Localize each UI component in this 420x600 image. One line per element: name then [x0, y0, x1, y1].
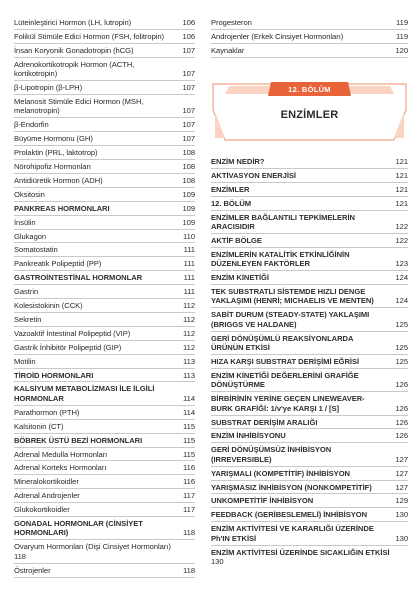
toc-entry-title: ENZİMLER BAĞLANTILI TEPKİMELERİN ARACISIDIR [211, 212, 355, 232]
toc-entry[interactable] [14, 327, 195, 341]
toc-entry-page: 127 [395, 482, 408, 492]
toc-entry-title: ENZİM AKTİVİTESİ VE KARARLIĞI ÜZERİNDE Ph'IN ETKİSİ [211, 524, 374, 543]
toc-section-heading[interactable] [211, 355, 408, 369]
toc-entry-title: ENZİM KİNETİĞİ [211, 273, 269, 283]
toc-entry-page: 125 [395, 343, 408, 353]
toc-entry[interactable] [14, 448, 195, 462]
toc-entry-page: 121 [395, 184, 408, 194]
toc-section-heading[interactable] [211, 369, 408, 392]
toc-section-heading[interactable] [211, 392, 408, 415]
toc-entry-page: 106 [182, 18, 195, 27]
toc-entry-page: 114 [183, 393, 195, 403]
toc-entry-title: GERİ DÖNÜŞÜMLÜ REAKSİYONLARDA ÜRÜNÜN ETKİSİ [211, 333, 354, 353]
toc-entry[interactable] [14, 564, 195, 578]
toc-entry-title: Glukagon [14, 231, 47, 241]
toc-entry-page: 122 [395, 222, 408, 232]
toc-section-heading[interactable] [14, 382, 195, 405]
toc-entry-title: Gastrin [14, 287, 39, 297]
toc-entry-title: Ovaryum Hormonları (Dişi Cinsiyet Hormonları) [14, 542, 171, 552]
toc-entry-page: 112 [183, 328, 195, 338]
toc-entry[interactable] [14, 16, 195, 30]
toc-section-heading[interactable] [211, 522, 408, 545]
toc-entry[interactable] [14, 174, 195, 188]
toc-entry-page: 130 [211, 557, 224, 566]
toc-entry-title: SABİT DURUM (STEADY-STATE) YAKLAŞIMI (BRIGGS VE HALDANE) [211, 310, 370, 329]
toc-section-heading[interactable] [14, 369, 195, 383]
toc-entry[interactable] [14, 257, 195, 271]
toc-section-heading[interactable] [211, 234, 408, 248]
toc-entry-title: ENZİM İNHİBİSYONU [211, 431, 286, 441]
toc-entry-title: Büyüme Hormonu (GH) [14, 134, 93, 144]
toc-entry-page: 106 [182, 31, 195, 41]
toc-entry-page: 107 [182, 45, 195, 55]
toc-entry-page: 111 [183, 287, 195, 297]
toc-entry[interactable] [14, 216, 195, 230]
toc-entry-title: Adrenal Androjenler [14, 491, 80, 501]
toc-entry[interactable] [14, 503, 195, 517]
toc-section-heading[interactable] [14, 271, 195, 285]
toc-entry-page: 107 [182, 120, 195, 130]
toc-entry-page: 116 [183, 463, 195, 473]
toc-entry-title: Vazoaktif İntestinal Polipeptid (VIP) [14, 328, 131, 338]
toc-entry[interactable] [14, 95, 195, 118]
toc-entry-page: 113 [183, 370, 195, 380]
toc-entry-page: 122 [395, 235, 408, 245]
toc-section-heading[interactable] [211, 467, 408, 481]
toc-entry-page: 112 [183, 314, 195, 324]
toc-entry-title: İnsan Koryonik Gonadotropin (hCG) [14, 45, 134, 55]
toc-entry-page: 112 [183, 301, 195, 311]
toc-entry-title: Prolaktin (PRL, laktotrop) [14, 148, 98, 158]
toc-entry-title: Kolesistokinin (CCK) [14, 301, 83, 311]
toc-entry[interactable] [14, 313, 195, 327]
toc-section-heading[interactable] [211, 197, 408, 211]
toc-section-heading[interactable] [211, 183, 408, 197]
toc-entry[interactable] [14, 341, 195, 355]
toc-entry-title: Adrenokortikotropik Hormon (ACTH, kortikotropin) [14, 59, 135, 79]
toc-entry[interactable] [14, 188, 195, 202]
toc-entry-title: Parathormon (PTH) [14, 407, 80, 417]
toc-entry[interactable] [14, 461, 195, 475]
toc-entry-page: 111 [183, 259, 195, 269]
toc-entry-page: 107 [182, 106, 195, 116]
toc-entry-title: SUBSTRAT DERİŞİM ARALIĞI [211, 417, 318, 427]
toc-section-heading[interactable] [211, 248, 408, 271]
toc-entry-title: 12. BÖLÜM [211, 198, 252, 208]
toc-entry-page: 107 [182, 134, 195, 144]
toc-entry-title: Progesteron [211, 18, 252, 27]
toc-entry-page: 124 [395, 273, 408, 283]
toc-entry[interactable] [14, 160, 195, 174]
toc-entry-page: 120 [395, 45, 408, 55]
toc-entry-title: Kaynaklar [211, 45, 245, 55]
toc-entry[interactable] [14, 285, 195, 299]
toc-entry-page: 109 [182, 217, 195, 227]
toc-entry[interactable] [211, 44, 408, 58]
toc-entry-title: BÖBREK ÜSTÜ BEZİ HORMONLARI [14, 435, 143, 445]
toc-entry-page: 130 [395, 533, 408, 543]
toc-entry[interactable] [14, 299, 195, 313]
toc-entry-page: 126 [395, 403, 408, 413]
toc-entry-page: 125 [395, 357, 408, 366]
toc-entry-title: HIZA KARŞI SUBSTRAT DERİŞİMİ EĞRİSİ [211, 357, 360, 366]
toc-entry[interactable] [14, 30, 195, 44]
chapter-number: 12. BÖLÜM [288, 85, 331, 94]
toc-right-column-top [211, 16, 408, 58]
toc-entry-page: 125 [395, 319, 408, 329]
toc-entry-page: 110 [183, 231, 195, 241]
toc-entry-title: Gastrik İnhibitör Polipeptid (GIP) [14, 342, 122, 352]
toc-entry[interactable] [14, 489, 195, 503]
toc-section-heading[interactable] [211, 211, 408, 234]
toc-section-heading[interactable] [211, 416, 408, 430]
toc-entry-page: 119 [396, 18, 408, 27]
toc-entry-title: Antidiüretik Hormon (ADH) [14, 175, 103, 185]
toc-entry[interactable] [14, 540, 195, 563]
toc-entry-title: Melanosit Stimüle Edici Hormon (MSH, melanotropin) [14, 96, 144, 116]
toc-entry-page: 108 [182, 148, 195, 158]
toc-entry-page: 115 [183, 449, 195, 459]
toc-entry-page: 107 [182, 83, 195, 93]
toc-entry-page: 111 [183, 245, 195, 255]
toc-section-heading[interactable] [211, 332, 408, 355]
toc-section-heading[interactable] [14, 434, 195, 448]
toc-section-heading[interactable] [211, 494, 408, 508]
toc-entry-page: 127 [395, 454, 408, 464]
toc-entry-title: Kalsitonin (CT) [14, 421, 64, 431]
toc-entry-title: Lüteinleştirici Hormon (LH, lutropin) [14, 18, 132, 27]
toc-entry[interactable] [14, 406, 195, 420]
chapter-title: ENZİMLER [280, 109, 339, 121]
toc-section-heading[interactable] [211, 443, 408, 466]
toc-entry-title: Oksitosin [14, 189, 45, 199]
toc-entry[interactable] [14, 44, 195, 58]
toc-entry-title: ENZİMLER [211, 184, 250, 194]
toc-entry[interactable] [14, 355, 195, 369]
toc-entry-page: 118 [14, 551, 26, 561]
toc-entry-title: Adrenal Medulla Hormonları [14, 449, 108, 459]
toc-entry-title: KALSİYUM METABOLİZMASI İLE İLGİLİ HORMONLAR [14, 384, 155, 403]
toc-entry-title: GONADAL HORMONLAR (CİNSİYET HORMONLARI) [14, 519, 143, 538]
toc-entry-title: Östrojenler [14, 565, 51, 575]
toc-entry[interactable] [14, 475, 195, 489]
toc-entry-title: Pankreatik Polipeptid (PP) [14, 259, 102, 269]
toc-left-column [14, 16, 195, 578]
toc-entry-title: Nörohipofiz Hormonları [14, 161, 91, 171]
toc-entry-page: 123 [395, 259, 408, 269]
toc-entry-page: 111 [183, 273, 195, 283]
toc-entry-title: TİROİD HORMONLARI [14, 370, 94, 380]
toc-entry-title: ENZİM NEDİR? [211, 157, 265, 166]
toc-section-heading[interactable] [211, 429, 408, 443]
toc-entry-page: 114 [183, 407, 195, 417]
toc-section-heading[interactable] [211, 308, 408, 331]
toc-entry-page: 130 [395, 510, 408, 520]
toc-entry-title: GERİ DÖNÜŞÜMSÜZ İNHİBİSYON (IRREVERSIBLE) [211, 445, 332, 464]
toc-entry-title: Androjenler (Erkek Cinsiyet Hormonları) [211, 31, 344, 41]
toc-entry-title: TEK SUBSTRATLI SİSTEMDE HIZLI DENGE YAKLAŞIMI (HENRİ; MICHAELIS VE MENTEN) [211, 287, 374, 306]
toc-entry-title: ENZİMLERİN KATALİTİK ETKİNLİĞİNİN DÜZENLEYEN FAKTÖRLER [211, 249, 350, 269]
toc-section-heading[interactable] [14, 517, 195, 540]
toc-entry-page: 108 [182, 161, 195, 171]
toc-entry-title: Adrenal Korteks Hormonları [14, 463, 107, 473]
toc-entry[interactable] [14, 146, 195, 160]
toc-entry[interactable] [14, 243, 195, 257]
toc-entry-page: 126 [395, 380, 408, 390]
toc-entry-page: 121 [395, 157, 408, 166]
toc-entry-title: YARIŞMALI (KOMPETİTİF) İNHİBİSYON [211, 468, 350, 478]
toc-section-heading[interactable] [211, 546, 408, 568]
toc-entry-title: ENZİM KİNETİĞİ DEĞERLERİNİ GRAFİĞE DÖNÜŞTÜRME [211, 370, 359, 390]
toc-entry-page: 109 [182, 189, 195, 199]
toc-entry-title: İnsülin [14, 217, 36, 227]
toc-entry-title: Motilin [14, 356, 36, 366]
toc-entry-title: Folikül Stimüle Edici Hormon (FSH, folitropin) [14, 31, 165, 41]
toc-section-heading[interactable] [211, 481, 408, 495]
toc-entry-page: 113 [183, 356, 195, 366]
toc-entry-page: 117 [183, 505, 195, 515]
toc-entry-page: 108 [182, 175, 195, 185]
toc-section-heading[interactable] [211, 285, 408, 308]
toc-entry-title: PANKREAS HORMONLARI [14, 203, 110, 213]
toc-section-heading[interactable] [211, 155, 408, 169]
toc-section-heading[interactable] [211, 508, 408, 522]
toc-entry-page: 109 [182, 203, 195, 213]
toc-entry[interactable] [14, 132, 195, 146]
toc-entry[interactable] [211, 16, 408, 30]
toc-entry-page: 118 [183, 565, 195, 575]
toc-entry-title: β-Endorfin [14, 120, 49, 130]
toc-entry-page: 126 [395, 417, 408, 427]
toc-entry[interactable] [14, 81, 195, 95]
toc-entry[interactable] [14, 58, 195, 81]
toc-entry-title: FEEDBACK (GERİBESLEMELİ) İNHİBİSYON [211, 510, 368, 520]
toc-entry-page: 117 [183, 491, 195, 501]
toc-entry-title: Sekretin [14, 314, 42, 324]
toc-entry[interactable] [14, 118, 195, 132]
toc-entry-page: 107 [182, 69, 195, 79]
toc-section-heading[interactable] [14, 202, 195, 216]
toc-entry-title: Mineralokortikoidler [14, 477, 79, 487]
toc-entry-page: 115 [183, 435, 195, 445]
toc-entry-page: 116 [183, 477, 195, 487]
toc-entry[interactable] [14, 420, 195, 434]
toc-entry-page: 112 [183, 342, 195, 352]
toc-entry-page: 127 [395, 468, 408, 478]
toc-entry-page: 119 [396, 31, 408, 41]
toc-entry-page: 115 [183, 421, 195, 431]
toc-entry[interactable] [211, 30, 408, 44]
toc-entry-page: 126 [395, 431, 408, 441]
toc-entry-title: AKTİVASYON ENERJİSİ [211, 170, 296, 180]
toc-entry-title: Somatostatin [14, 245, 58, 255]
chapter-banner [211, 82, 408, 144]
toc-entry-page: 129 [395, 496, 408, 506]
toc-entry-title: AKTİF BÖLGE [211, 235, 262, 245]
toc-entry-title: BİRBİRİNİN YERİNE GEÇEN LINEWEAVER-BURK GRAFİĞİ: 1/v'ye KARŞI 1 / [S] [211, 394, 365, 413]
toc-right-column-lower [211, 155, 408, 568]
toc-entry-title: ENZİM AKTİVİTESİ ÜZERİNDE SICAKLIĞIN ETKİSİ [211, 547, 390, 557]
toc-entry[interactable] [14, 230, 195, 244]
toc-entry-title: GASTROİNTESTİNAL HORMONLAR [14, 273, 143, 283]
toc-entry-title: Glukokortikoidler [14, 505, 70, 515]
toc-entry-page: 121 [395, 170, 408, 180]
toc-entry-page: 118 [183, 528, 195, 538]
toc-section-heading[interactable] [211, 271, 408, 285]
toc-entry-page: 121 [395, 198, 408, 208]
toc-entry-title: UNKOMPETİTİF İNHİBİSYON [211, 496, 314, 506]
toc-section-heading[interactable] [211, 169, 408, 183]
toc-entry-title: β-Lipotropin (β-LPH) [14, 83, 83, 93]
toc-entry-page: 124 [395, 296, 408, 306]
toc-entry-title: YARIŞMASIZ İNHİBİSYON (NONKOMPETİTİF) [211, 482, 372, 492]
